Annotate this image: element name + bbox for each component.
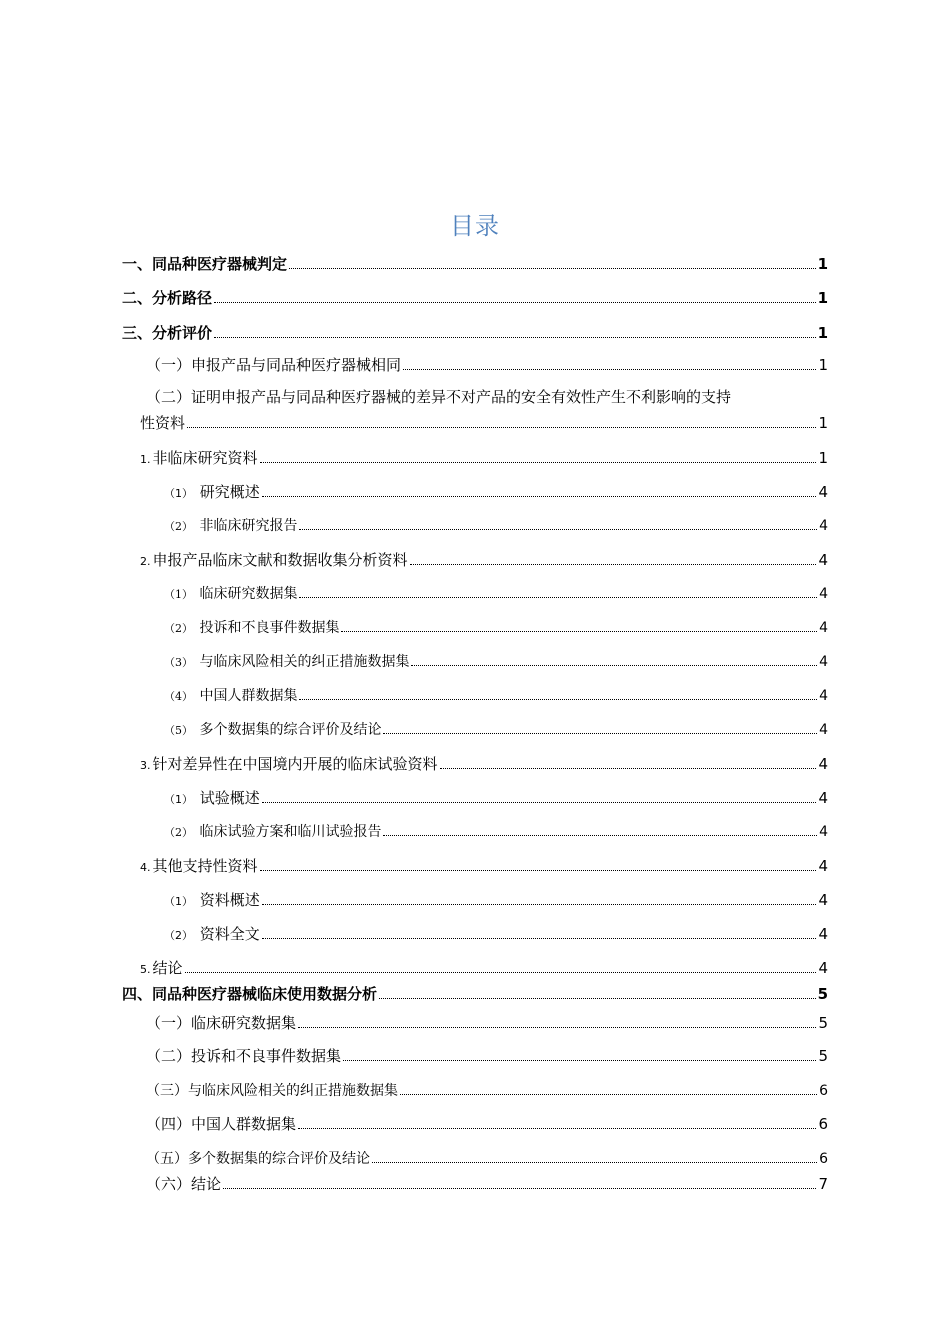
dot-leader [299,597,817,598]
toc-page-number: 1 [818,414,828,432]
toc-entry[interactable] [164,923,828,944]
toc-entry-label: 二、分析路径 [122,289,213,307]
dot-leader [343,1060,816,1061]
dot-leader [298,1128,816,1129]
toc-page-number: 1 [817,255,828,273]
toc-entry-label: 多个数据集的综合评价及结论 [199,722,382,738]
dot-leader [262,496,817,497]
toc-entry-label: 性资料 [140,414,186,432]
toc-entry[interactable] [164,583,828,603]
toc-page-number: 4 [819,620,828,636]
toc-entry-number: （4） [164,690,193,703]
dot-leader [187,427,816,428]
toc-entry-label: 中国人群数据集 [199,688,298,704]
toc-entry[interactable] [122,983,828,1004]
toc-entry[interactable] [164,685,828,705]
toc-entry-number: 5. [140,963,151,976]
toc-entry-label: （一）申报产品与同品种医疗器械相同 [146,356,402,374]
toc-entry[interactable] [164,889,828,910]
toc-entry[interactable] [122,322,828,343]
dot-leader [440,768,817,769]
toc-entry-label: 资料概述 [199,891,260,909]
toc-entry-label: 其他支持性资料 [152,857,258,875]
toc-page-number: 4 [818,925,828,943]
toc-page-number: 4 [819,586,828,602]
toc-page-number: 4 [818,551,828,569]
toc-page-number: 4 [819,654,828,670]
dot-leader [223,1188,816,1189]
toc-entry[interactable] [164,481,828,502]
toc-entry[interactable] [146,1045,828,1066]
toc-page-number: 1 [817,324,828,342]
toc-page-number: 4 [819,518,828,534]
dot-leader [185,972,817,973]
dot-leader [214,337,816,338]
toc-entry[interactable] [146,354,828,375]
toc-entry[interactable] [146,1173,828,1194]
toc-page-number: 1 [817,289,828,307]
toc-page-number: 5 [818,1047,828,1065]
toc-entry-number: （1） [164,793,193,806]
toc-entry[interactable] [164,821,828,841]
dot-leader [298,1027,816,1028]
toc-page-number: 4 [818,483,828,501]
toc-page-number: 4 [818,857,828,875]
dot-leader [299,529,817,530]
toc-entry-label: （五）多个数据集的综合评价及结论 [146,1151,370,1167]
toc-entry-label: 试验概述 [199,789,260,807]
dot-leader [299,699,817,700]
dot-leader [262,938,817,939]
toc-entry-label: （二）投诉和不良事件数据集 [146,1047,342,1065]
toc-entry[interactable] [164,719,828,739]
toc-entry-label: 研究概述 [199,483,260,501]
toc-entry[interactable] [140,447,828,468]
dot-leader [260,462,817,463]
dot-leader [341,631,817,632]
toc-page-number: 4 [819,722,828,738]
toc-entry-number: 4. [140,861,151,874]
toc-entry-label: 资料全文 [199,925,260,943]
toc-page-number: 4 [818,959,828,977]
toc-entry[interactable] [146,1113,828,1134]
dot-leader [260,870,817,871]
toc-entry[interactable] [164,515,828,535]
dot-leader [214,302,816,303]
toc-entry-label: （三）与临床风险相关的纠正措施数据集 [146,1083,398,1099]
toc-entry-number: （2） [164,826,193,839]
toc-title: 目录 [450,212,500,240]
toc-entry-number: （2） [164,622,193,635]
toc-entry-label: 非临床研究报告 [199,518,298,534]
toc-page-number: 4 [819,824,828,840]
toc-entry-label: 一、同品种医疗器械判定 [122,255,288,273]
toc-entry-number: 2. [140,555,151,568]
toc-entry[interactable] [122,287,828,308]
toc-entry-label: 结论 [152,959,183,977]
toc-page-number: 1 [818,449,828,467]
toc-entry[interactable] [146,1148,828,1168]
dot-leader [262,904,817,905]
toc-entry-number: 1. [140,453,151,466]
toc-entry-label: 四、同品种医疗器械临床使用数据分析 [122,985,378,1003]
toc-entry[interactable] [140,549,828,570]
toc-entry-label: 针对差异性在中国境内开展的临床试验资料 [152,755,438,773]
toc-page-number: 7 [818,1175,828,1193]
toc-page-number: 4 [818,755,828,773]
dot-leader [262,802,817,803]
toc-entry-label: （一）临床研究数据集 [146,1014,297,1032]
toc-page-number: 4 [818,891,828,909]
toc-entry-number: （1） [164,895,193,908]
toc-page-number: 5 [818,1014,828,1032]
toc-entry-label: 申报产品临床文献和数据收集分析资料 [152,551,408,569]
toc-entry-label: （四）中国人群数据集 [146,1115,297,1133]
dot-leader [289,268,816,269]
toc-page-number: 5 [817,985,828,1003]
toc-entry[interactable] [122,253,828,274]
dot-leader [383,733,817,734]
toc-page-number: 6 [819,1083,828,1099]
toc-entry-number: （2） [164,929,193,942]
toc-entry[interactable] [140,957,828,978]
toc-entry[interactable] [140,412,828,433]
toc-entry-label: （六）结论 [146,1175,222,1193]
toc-entry-label-line1: （二）证明申报产品与同品种医疗器械的差异不对产品的安全有效性产生不利影响的支持 [146,388,732,406]
toc-entry[interactable] [146,1080,828,1100]
dot-leader [372,1162,817,1163]
dot-leader [403,369,816,370]
dot-leader [383,835,817,836]
toc-entry[interactable] [164,787,828,808]
toc-entry-number: （3） [164,656,193,669]
toc-page-number: 6 [818,1115,828,1133]
toc-entry-label: 投诉和不良事件数据集 [199,620,340,636]
toc-page-number: 1 [818,356,828,374]
toc-entry-label: 临床试验方案和临川试验报告 [199,824,382,840]
toc-entry[interactable] [164,651,828,671]
toc-entry-number: （2） [164,520,193,533]
dot-leader [410,564,817,565]
toc-entry[interactable] [140,753,828,774]
toc-entry-label: 非临床研究资料 [152,449,258,467]
dot-leader [411,665,817,666]
toc-entry-label: 临床研究数据集 [199,586,298,602]
toc-entry-number: （5） [164,724,193,737]
toc-entry-number: （1） [164,588,193,601]
toc-entry[interactable] [140,855,828,876]
toc-page-number: 4 [819,688,828,704]
toc-entry-label: 与临床风险相关的纠正措施数据集 [199,654,410,670]
dot-leader [379,998,816,999]
toc-page-number: 4 [818,789,828,807]
toc-entry-number: （1） [164,487,193,500]
toc-entry[interactable] [146,1012,828,1033]
toc-entry[interactable] [164,617,828,637]
dot-leader [400,1094,817,1095]
toc-entry-number: 3. [140,759,151,772]
toc-page-number: 6 [819,1151,828,1167]
toc-entry-label: 三、分析评价 [122,324,213,342]
